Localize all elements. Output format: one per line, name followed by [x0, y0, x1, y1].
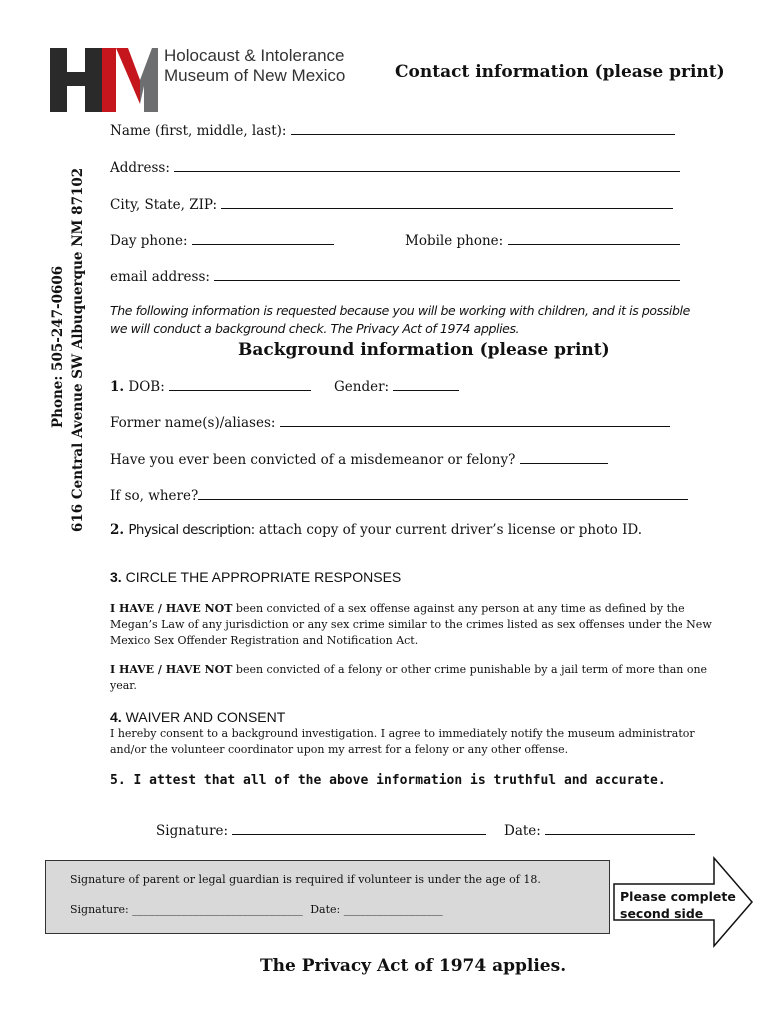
waiver-text: I hereby consent to a background investigation. I agree to immediately notify the museum administrator and/or the volunteer coordinator upon my arrest for a felony or any other offense. [110, 727, 695, 756]
email-label: email address: [110, 269, 210, 285]
section-3-number: 3. [110, 569, 122, 585]
felony-choice[interactable]: I HAVE / HAVE NOT [110, 663, 233, 676]
sex-offense-text: been convicted of a sex offense against any person at any time as defined by the Megan’s Law of any jurisdiction or any sex crime similar to the crimes listed as sex offenses under the New Mexico Sex Offender Registration and Notification Act. [110, 602, 712, 647]
sex-offense-statement [110, 601, 720, 649]
convicted-question: Have you ever been convicted of a misdemeanor or felony? [110, 452, 516, 468]
attestation [110, 773, 666, 788]
guardian-date-label: Date: [310, 903, 341, 916]
museum-logo [50, 46, 160, 112]
section-4-title: WAIVER AND CONSENT [125, 709, 286, 725]
physical-description-label: Physical description: [128, 522, 255, 538]
complete-second-side-note [620, 888, 736, 922]
side-address: 616 Central Avenue SW Albuquerque NM 87102 [70, 167, 86, 532]
physical-description-field [110, 522, 642, 538]
date-field[interactable] [504, 821, 695, 839]
dob-input-line[interactable] [169, 377, 311, 391]
former-names-input-line[interactable] [280, 413, 670, 427]
section-4-number: 4. [110, 709, 122, 725]
dob-field[interactable] [110, 377, 311, 395]
signature-input-line[interactable] [232, 821, 486, 835]
signature-label: Signature: [156, 823, 229, 839]
background-section-title: Background information (please print) [238, 340, 610, 360]
org-name-line2: Museum of New Mexico [164, 66, 346, 85]
day-phone-input-line[interactable] [192, 231, 334, 245]
signature-field[interactable] [156, 821, 486, 839]
email-input-line[interactable] [214, 267, 680, 281]
name-input-line[interactable] [291, 121, 675, 135]
dob-label: DOB: [128, 379, 165, 395]
date-input-line[interactable] [545, 821, 695, 835]
section-3-heading [110, 569, 401, 585]
day-phone-field[interactable] [110, 231, 334, 249]
convicted-input-line[interactable] [520, 450, 608, 464]
address-label: Address: [110, 160, 170, 176]
day-phone-label: Day phone: [110, 233, 188, 249]
guardian-signature-line[interactable]: _______________________________ [132, 903, 303, 916]
address-field[interactable] [110, 158, 680, 176]
address-input-line[interactable] [174, 158, 680, 172]
city-state-zip-input-line[interactable] [221, 195, 673, 209]
background-check-note: The following information is requested because you will be working with children, and it is possible we will conduct a background check. The Privacy Act of 1974 applies. [110, 303, 690, 336]
arrow-line-1: Please complete [620, 889, 736, 904]
side-phone: Phone: 505-247-0606 [50, 265, 66, 428]
where-field[interactable] [110, 486, 688, 504]
gender-label: Gender: [334, 379, 390, 395]
email-field[interactable] [110, 267, 680, 285]
guardian-signature-box [45, 860, 610, 934]
section-3-title: CIRCLE THE APPROPRIATE RESPONSES [125, 569, 402, 585]
physical-description-text: attach copy of your current driver’s license or photo ID. [258, 522, 643, 538]
sex-offense-choice[interactable]: I HAVE / HAVE NOT [110, 602, 233, 615]
convicted-field[interactable] [110, 450, 608, 468]
felony-statement [110, 662, 720, 694]
mobile-phone-label: Mobile phone: [405, 233, 504, 249]
where-label: If so, where? [110, 488, 199, 504]
question-2-number: 2. [110, 522, 125, 538]
organization-name [164, 46, 345, 86]
privacy-act-footer: The Privacy Act of 1974 applies. [260, 956, 567, 976]
mobile-phone-field[interactable] [405, 231, 680, 249]
where-input-line[interactable] [198, 486, 688, 500]
mobile-phone-input-line[interactable] [508, 231, 680, 245]
city-state-zip-label: City, State, ZIP: [110, 197, 218, 213]
arrow-line-2: second side [620, 906, 704, 921]
attestation-text: I attest that all of the above information is truthful and accurate. [133, 773, 666, 788]
city-state-zip-field[interactable] [110, 195, 673, 213]
gender-input-line[interactable] [393, 377, 459, 391]
section-5-number: 5. [110, 773, 126, 788]
section-4-heading [110, 709, 285, 725]
gender-field[interactable] [334, 377, 459, 395]
side-contact-info [48, 152, 88, 532]
org-name-line1: Holocaust & Intolerance [164, 46, 345, 65]
date-label: Date: [504, 823, 541, 839]
guardian-signature-label: Signature: [70, 903, 129, 916]
guardian-date-line[interactable]: __________________ [343, 903, 443, 916]
question-1-number: 1. [110, 379, 125, 395]
name-field[interactable] [110, 121, 675, 139]
felony-text: been convicted of a felony or other crime punishable by a jail term of more than one year. [110, 663, 708, 692]
guardian-signature-field[interactable] [70, 903, 443, 916]
guardian-note: Signature of parent or legal guardian is required if volunteer is under the age of 18. [70, 873, 541, 886]
contact-section-title: Contact information (please print) [395, 62, 725, 82]
name-label: Name (first, middle, last): [110, 123, 287, 139]
former-names-field[interactable] [110, 413, 670, 431]
former-names-label: Former name(s)/aliases: [110, 415, 276, 431]
